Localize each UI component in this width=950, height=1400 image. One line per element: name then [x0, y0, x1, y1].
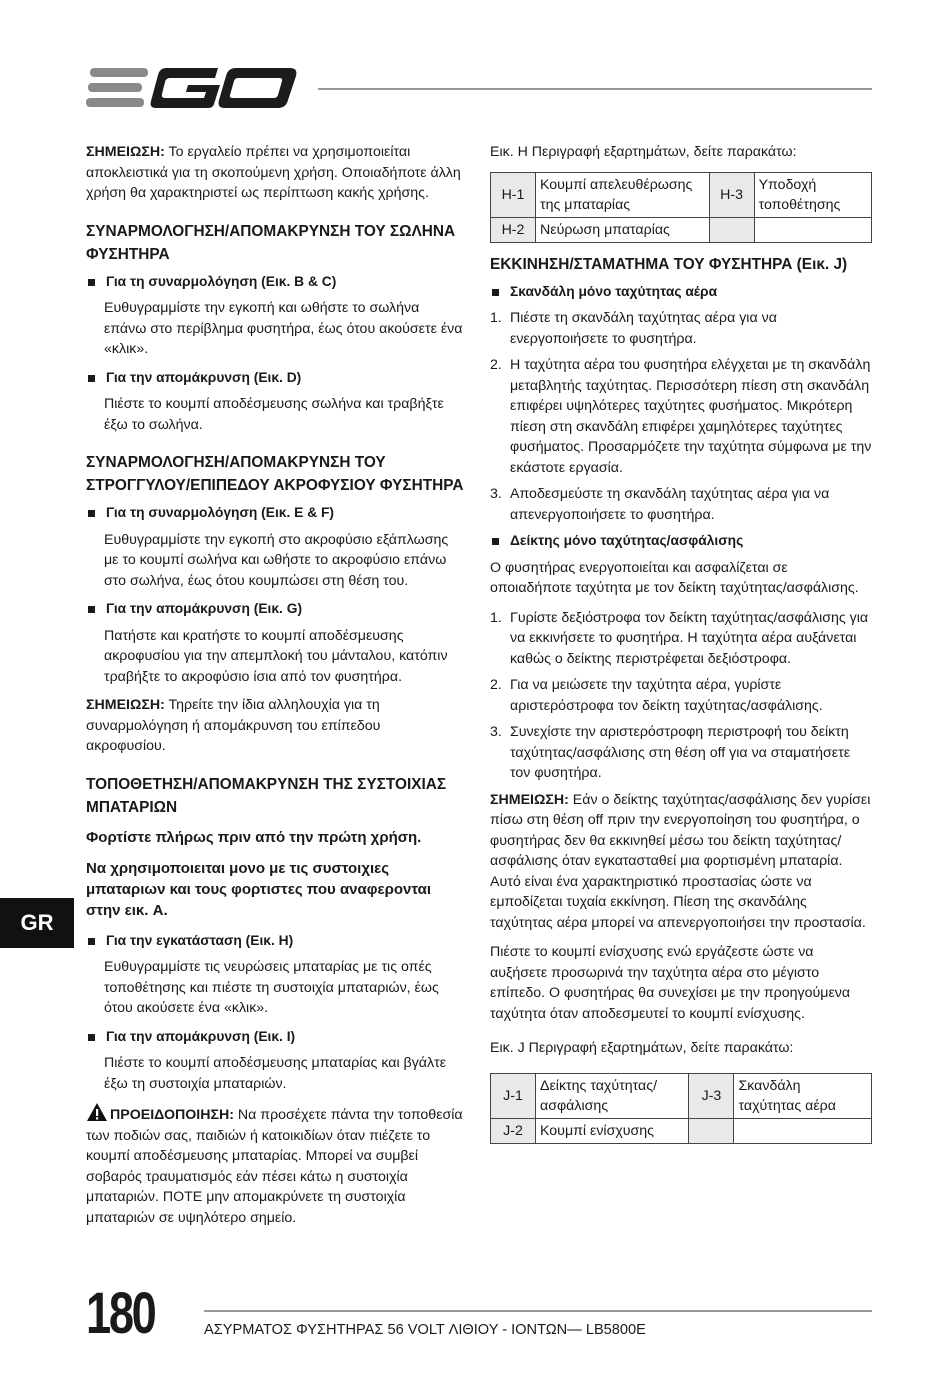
bullet-speed-lock-dial: Δείκτης μόνο ταχύτητας/ασφάλισης [490, 531, 872, 552]
bullet-trigger-only: Σκανδάλη μόνο ταχύτητας αέρα [490, 282, 872, 303]
dial-steps [490, 608, 872, 784]
list-item: 2. Για να μειώσετε την ταχύτητα αέρα, γυρίστε αριστερόστροφα τον δείκτη ταχύτητας/ασφάλισης. [490, 677, 823, 714]
note-dial-protection: ΣΗΜΕΙΩΣΗ: Εάν ο δείκτης ταχύτητας/ασφάλισης δεν γυρίσει πίσω στη θέση off πριν την ενεργοποίηση του φυσητήρα, ο φυσητήρας δεν θα εκκινηθεί μέσω του δείκτη ταχύτητας/ασφάλισης όταν εγκατασταθεί μια φορτισμένη μπαταρία. Αυτό είναι ένα χαρακτηριστικό προστασίας ώστε να εμποδίζεται τυχαία εκκίνηση. Πίεση της σκανδάλης ταχύτητας αέρα μπορεί να απενεργοποιήσει την προστασία. [490, 791, 871, 931]
ego-logo [86, 64, 298, 112]
section-battery-title: ΤΟΠΟΘΕΤΗΣΗ/ΑΠΟΜΑΚΡΥΝΣΗ ΤΗΣ ΣΥΣΤΟΙΧΙΑΣ ΜΠΑΤΑΡΙΩΝ [86, 775, 447, 816]
table-row: H-1 Κουμπί απελευθέρωσης της μπαταρίας H-3 Υποδοχή τοποθέτησης [491, 172, 872, 217]
note-flat-nozzle: ΣΗΜΕΙΩΣΗ: Τηρείτε την ίδια αλληλουχία για τη συναρμολόγηση ή απομάκρυνση του επίπεδου ακροφυσίου. [86, 697, 381, 754]
speed-lock-intro: Ο φυσητήρας ενεργοποιείται και ασφαλίζεται σε οποιαδήποτε ταχύτητα με τον δείκτη ταχύτητας/ασφάλισης. [490, 559, 859, 596]
warning-icon [86, 1102, 108, 1122]
bullet-battery-install: Για την εγκατάσταση (Εικ. H) [86, 931, 464, 952]
tube-removal-text: Πιέστε το κουμπί αποδέσμευσης σωλήνα και τραβήξτε έξω το σωλήνα. [104, 396, 444, 433]
language-tab: GR [0, 898, 74, 948]
use-only-listed-batteries: Να χρησιμοποιειται μονο με τις συστοιχιες μπαταριων και τους φορτιστες που αναφερονται στην εικ. A. [86, 859, 432, 919]
list-item: 3. Συνεχίστε την αριστερόστροφη περιστροφή του δείκτη ταχύτητας/ασφάλισης στη θέση off για να σταματήσετε τον φυσητήρα. [490, 724, 851, 781]
trigger-steps [490, 308, 872, 525]
section-start-stop-title: ΕΚΚΙΝΗΣΗ/ΣΤΑΜΑΤΗΜΑ ΤΟΥ ΦΥΣΗΤΗΡΑ (Εικ. J) [490, 255, 848, 273]
figure-h-caption: Εικ. H Περιγραφή εξαρτημάτων, δείτε παρακάτω: [490, 144, 797, 160]
bullet-nozzle-assembly: Για τη συναρμολόγηση (Εικ. E & F) [86, 503, 464, 524]
parts-table-h [490, 172, 872, 243]
figure-j-caption: Εικ. J Περιγραφή εξαρτημάτων, δείτε παρακάτω: [490, 1040, 794, 1056]
page-number: 180 [86, 1281, 155, 1346]
tube-assembly-text: Ευθυγραμμίστε την εγκοπή και ωθήστε το σωλήνα επάνω στο περίβλημα φυσητήρα, έως ότου ακούσετε ένα «κλικ». [104, 300, 463, 357]
charge-before-use: Φορτίστε πλήρως πριν από την πρώτη χρήση. [86, 828, 422, 846]
table-row: H-2 Νεύρωση μπαταρίας [491, 217, 872, 242]
bullet-tube-assembly: Για τη συναρμολόγηση (Εικ. B & C) [86, 272, 464, 293]
section-tube-title: ΣΥΝΑΡΜΟΛΟΓΗΣΗ/ΑΠΟΜΑΚΡΥΝΣΗ ΤΟΥ ΣΩΛΗΝΑ ΦΥΣΗΤΗΡΑ [86, 222, 456, 263]
note-tool-use: ΣΗΜΕΙΩΣΗ: Το εργαλείο πρέπει να χρησιμοποιείται αποκλειστικά για τη σκοπούμενη χρήση. Οποιαδήποτε άλλη χρήση θα χαρακτηριστεί ως περίπτωση κακής χρήσης. [86, 144, 461, 201]
warning-block: ΠΡΟΕΙΔΟΠΟΙΗΣΗ: Να προσέχετε πάντα την τοποθεσία των ποδιών σας, παιδιών ή κατοικιδίων όταν πιέζετε το κουμπί αποδέσμευσης μπαταρίας. Μπορεί να συμβεί σοβαρός τραυματισμός εάν πέσει κάτω η συστοιχία μπαταριών. ΠΟΤΕ μην απομακρύνετε τη συστοιχία μπαταριών σε υψηλότερο σημείο. [86, 1102, 464, 1228]
left-column [86, 142, 464, 1237]
boost-button-text: Πιέστε το κουμπί ενίσχυσης ενώ εργάζεστε ώστε να αυξήσετε προσωρινά την ταχύτητα αέρα στο μέγιστο επίπεδο. Ο φυσητήρας θα συνεχίσει με την προηγούμενα ταχύτητα όταν αποδεσμευτεί το κουμπί ενίσχυσης. [490, 944, 851, 1022]
battery-install-text: Ευθυγραμμίστε τις νευρώσεις μπαταρίας με τις οπές τοποθέτησης και πιέστε τη συστοιχία μπαταριών, έως ότου ακούσετε ένα «κλικ». [104, 959, 439, 1016]
table-row: J-2 Κουμπί ενίσχυσης [491, 1118, 872, 1143]
bullet-nozzle-removal: Για την απομάκρυνση (Εικ. G) [86, 599, 464, 620]
table-row: J-1 Δείκτης ταχύτητας/ασφάλισης J-3 Σκανδάλη ταχύτητας αέρα [491, 1073, 872, 1118]
header-rule [318, 88, 872, 90]
parts-table-j [490, 1073, 872, 1144]
list-item: 1. Πιέστε τη σκανδάλη ταχύτητας αέρα για να ενεργοποιήσετε το φυσητήρα. [490, 310, 777, 347]
bullet-tube-removal: Για την απομάκρυνση (Εικ. D) [86, 368, 464, 389]
nozzle-assembly-text: Ευθυγραμμίστε την εγκοπή στο ακροφύσιο εξάπλωσης με το κουμπί σωλήνα και ωθήστε το ακροφύσιο επάνω στο σωλήνα, έως ότου κουμπώσει στη θέση του. [104, 531, 449, 589]
list-item: 1. Γυρίστε δεξιόστροφα τον δείκτη ταχύτητας/ασφάλισης για να εκκινήσετε το φυσητήρα. Η ταχύτητα αέρα αυξάνεται καθώς ο δείκτης περιστρέφεται δεξιόστροφα. [490, 609, 869, 667]
section-nozzle-title: ΣΥΝΑΡΜΟΛΟΓΗΣΗ/ΑΠΟΜΑΚΡΥΝΣΗ ΤΟΥ ΣΤΡΟΓΓΥΛΟΥ/ΕΠΙΠΕΔΟΥ ΑΚΡΟΦΥΣΙΟΥ ΦΥΣΗΤΗΡΑ [86, 454, 464, 494]
right-column [490, 142, 872, 1154]
footer-title: ΑΣΥΡΜΑΤΟΣ ΦΥΣΗΤΗΡΑΣ 56 VOLT ΛΙΘΙΟΥ - ΙΟΝΤΩΝ— LB5800E [204, 1322, 646, 1338]
list-item: 2. Η ταχύτητα αέρα του φυσητήρα ελέγχεται με τη σκανδάλη μεταβλητής ταχύτητας. Περισσότερη πίεση στη σκανδάλη επιφέρει υψηλότερες ταχύτητες φυσήματος. Μικρότερη πίεση στη σκανδάλη επιφέρει χαμηλότερες ταχύτητες φυσήματος. Προσαρμόζετε την ταχύτητα σύμφωνα με την εκάστοτε εργασία. [490, 357, 872, 476]
footer-rule [204, 1310, 872, 1312]
nozzle-removal-text: Πατήστε και κρατήστε το κουμπί αποδέσμευσης ακροφυσίου για την απεμπλοκή του μάνταλου, κατόπιν τραβήξτε το ακροφύσιο ίσια από τον φυσητήρα. [104, 627, 448, 685]
list-item: 3. Αποδεσμεύστε τη σκανδάλη ταχύτητας αέρα για να απενεργοποιήσετε το φυσητήρα. [490, 486, 830, 523]
battery-removal-text: Πιέστε το κουμπί αποδέσμευσης μπαταρίας και βγάλτε έξω τη συστοιχία μπαταριών. [104, 1055, 447, 1092]
bullet-battery-removal: Για την απομάκρυνση (Εικ. I) [86, 1027, 464, 1048]
